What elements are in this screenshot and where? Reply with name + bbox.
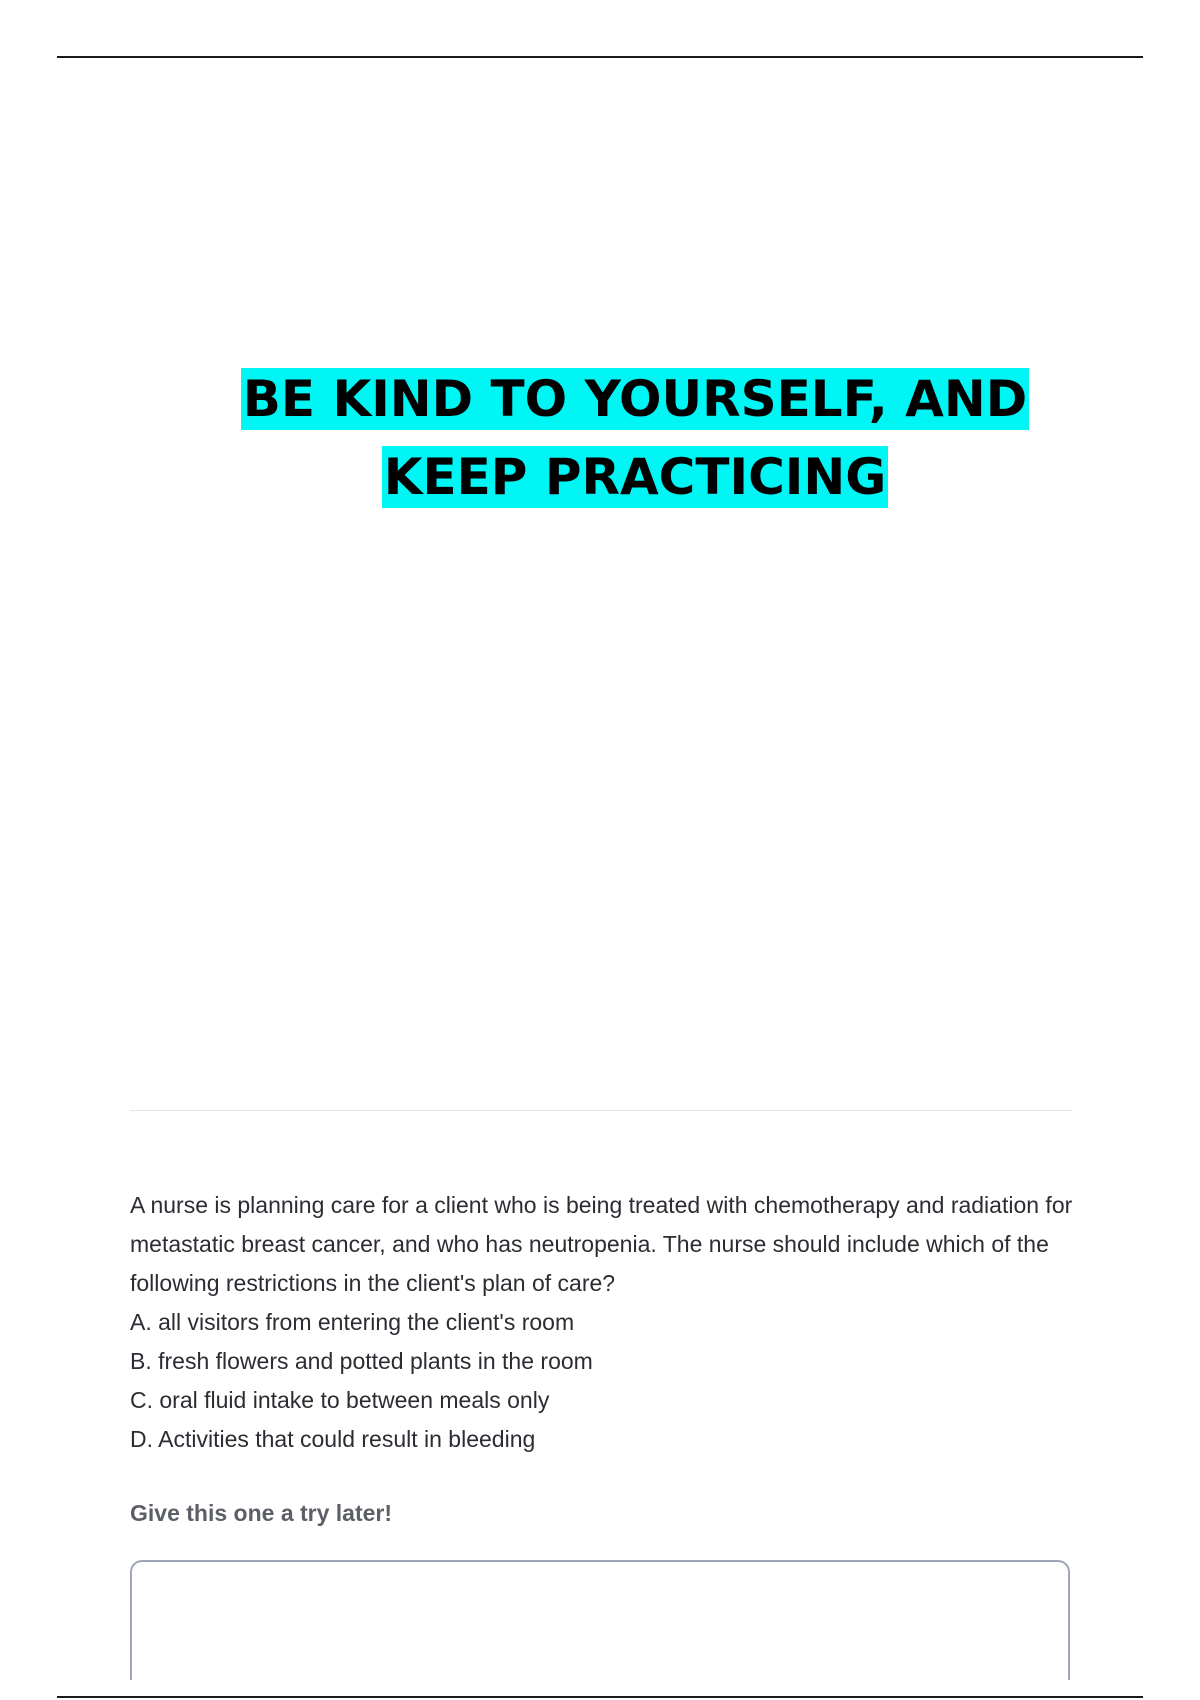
banner-line-2 <box>130 438 1140 516</box>
section-divider <box>130 1110 1072 1111</box>
motivational-banner <box>130 360 1140 516</box>
option-d: D. Activities that could result in bleeding <box>130 1426 536 1452</box>
question-text: A nurse is planning care for a client who is being treated with chemotherapy and radiation for metastatic breast cancer, and who has neutropenia. The nurse should include which of the following restrictions in the client's plan of care? <box>130 1192 1073 1296</box>
try-later-label: Give this one a try later! <box>130 1500 393 1526</box>
banner-line-1 <box>130 360 1140 438</box>
option-a: A. all visitors from entering the client's room <box>130 1309 575 1335</box>
question-block <box>130 1186 1090 1459</box>
answer-options <box>130 1303 1090 1459</box>
option-c: C. oral fluid intake to between meals only <box>130 1387 550 1413</box>
bottom-rule <box>57 1696 1143 1698</box>
banner-line-2-text: KEEP PRACTICING <box>383 448 887 506</box>
top-rule <box>57 56 1143 58</box>
answer-input[interactable] <box>130 1560 1070 1680</box>
option-b: B. fresh flowers and potted plants in the room <box>130 1348 593 1374</box>
banner-line-1-text: BE KIND TO YOURSELF, AND <box>242 370 1028 428</box>
